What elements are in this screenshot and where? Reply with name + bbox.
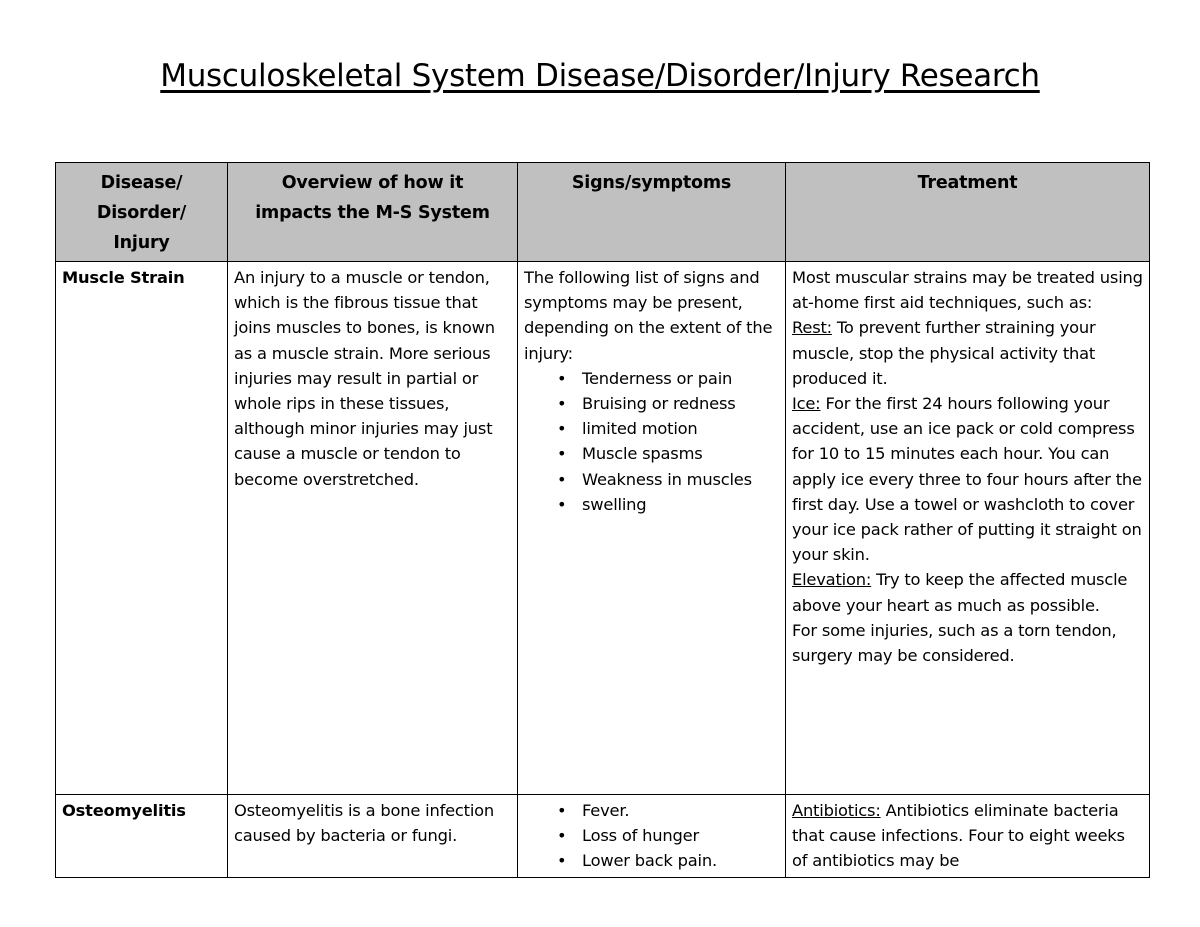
- table-row: [56, 262, 1150, 795]
- list-item: • Fever.: [582, 798, 779, 823]
- overview-cell: An injury to a muscle or tendon, which is the fibrous tissue that joins muscles to bones, is known as a muscle strain. More serious injuries may result in partial or whole rips in these tissues, although minor injuries may just cause a muscle or tendon to become overstretched.: [228, 262, 518, 795]
- header-overview: [228, 163, 518, 262]
- treatment-outro: For some injuries, such as a torn tendon, surgery may be considered.: [792, 620, 1117, 666]
- header-overview-line-1: Overview of how it: [281, 173, 464, 193]
- treatment-ice-text: For the first 24 hours following your accident, use an ice pack or cold compress for 10 to 15 minutes each hour. You can apply ice every three to four hours after the first day. Use a towel or washcloth to cover your ice pack rather of putting it straight on your skin.: [792, 394, 1142, 565]
- treatment-rest-text: To prevent further straining your muscle, stop the physical activity that produced it.: [792, 318, 1096, 388]
- treatment-rest: [792, 315, 1143, 391]
- list-item: • Muscle spasms: [582, 441, 779, 466]
- treatment-ice-label: Ice:: [792, 394, 821, 414]
- list-item: • swelling: [582, 492, 779, 517]
- page-title: Musculoskeletal System Disease/Disorder/Injury Research: [160, 58, 1040, 94]
- table-header-row: [56, 163, 1150, 262]
- treatment-rest-label: Rest:: [792, 318, 832, 338]
- list-item: • Lower back pain.: [582, 848, 779, 873]
- research-table: [55, 162, 1150, 878]
- treatment-antibiotics-text: Antibiotics eliminate bacteria that cause infections. Four to eight weeks of antibiotics may be: [792, 801, 1125, 871]
- treatment-elevation-label: Elevation:: [792, 570, 872, 590]
- overview-cell: Osteomyelitis is a bone infection caused by bacteria or fungi.: [228, 795, 518, 878]
- treatment-ice: [792, 391, 1143, 567]
- signs-list: [524, 798, 779, 874]
- list-item: • Bruising or redness: [582, 391, 779, 416]
- header-disease: [56, 163, 228, 262]
- treatment-antibiotics: [792, 798, 1143, 874]
- signs-intro: The following list of signs and symptoms may be present, depending on the extent of the injury:: [524, 268, 773, 363]
- treatment-antibiotics-label: Antibiotics:: [792, 801, 881, 820]
- disease-name-cell: Osteomyelitis: [56, 795, 228, 878]
- signs-list: [524, 366, 779, 517]
- list-item: • Tenderness or pain: [582, 366, 779, 391]
- treatment-elevation-text: Try to keep the affected muscle above your heart as much as possible.: [792, 570, 1128, 615]
- header-treatment: Treatment: [786, 163, 1150, 262]
- header-signs: Signs/symptoms: [518, 163, 786, 262]
- treatment-elevation: [792, 567, 1143, 617]
- header-disease-line-1: Disease/: [100, 173, 183, 193]
- signs-cell: [518, 262, 786, 795]
- treatment-intro: Most muscular strains may be treated using at-home first aid techniques, such as:: [792, 268, 1143, 313]
- disease-name-cell: Muscle Strain: [56, 262, 228, 795]
- treatment-cell: [786, 262, 1150, 795]
- list-item: • limited motion: [582, 416, 779, 441]
- list-item: • Loss of hunger: [582, 823, 779, 848]
- header-disease-line-2: Disorder/: [96, 203, 187, 223]
- treatment-cell: [786, 795, 1150, 878]
- header-disease-line-3: Injury: [113, 233, 170, 253]
- signs-cell: [518, 795, 786, 878]
- table-row: [56, 795, 1150, 878]
- header-overview-line-2: impacts the M-S System: [255, 203, 490, 223]
- list-item: • Weakness in muscles: [582, 467, 779, 492]
